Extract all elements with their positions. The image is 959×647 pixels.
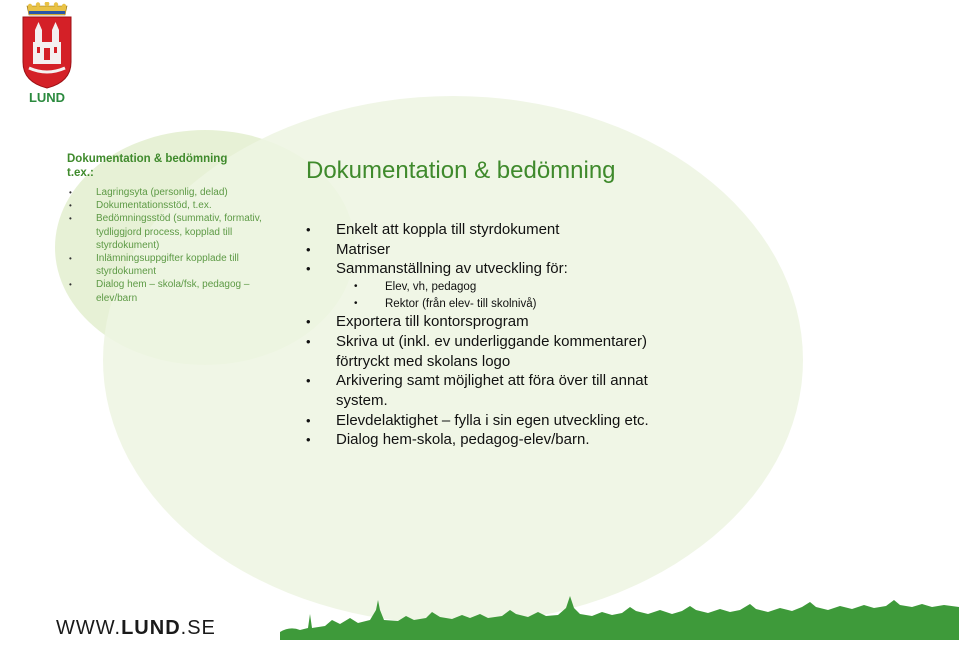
main-list-item: • Sammanställning av utveckling för: <box>306 259 696 279</box>
main-list-item: • Skriva ut (inkl. ev underliggande kommentarer) förtryckt med skolans logo <box>306 332 696 371</box>
main-sub-item: • Elev, vh, pedagog <box>306 279 696 296</box>
footer-url-prefix: WWW. <box>56 617 122 639</box>
main-sub-item: • Rektor (från elev- till skolnivå) <box>306 296 696 313</box>
main-list-item: • Elevdelaktighet – fylla i sin egen utveckling etc. <box>306 411 696 431</box>
small-box-list <box>67 186 279 305</box>
city-skyline-graphic <box>280 590 959 640</box>
lund-logo <box>18 2 76 106</box>
main-list-item: • Arkivering samt möjlighet att föra över till annat system. <box>306 371 696 410</box>
footer-url[interactable] <box>56 617 216 640</box>
main-bullet-list <box>306 220 696 450</box>
main-list-item: • Enkelt att koppla till styrdokument <box>306 220 696 240</box>
small-box-title: Dokumentation & bedömning t.ex.: <box>67 153 228 179</box>
main-list-item: • Exportera till kontorsprogram <box>306 312 696 332</box>
small-info-box <box>67 152 279 305</box>
small-list-item: • Dokumentationsstöd, t.ex. <box>67 199 279 212</box>
logo-text: LUND <box>28 90 66 105</box>
small-list-item: • Lagringsyta (personlig, delad) <box>67 186 279 199</box>
main-list-item: • Dialog hem-skola, pedagog-elev/barn. <box>306 430 696 450</box>
small-list-item: • Dialog hem – skola/fsk, pedagog – elev/barn <box>67 278 279 304</box>
small-list-item: • Inlämningsuppgifter kopplade till styrdokument <box>67 252 279 278</box>
footer-url-bold: LUND <box>121 617 181 639</box>
footer-url-suffix: .SE <box>180 617 216 639</box>
small-list-item: • Bedömningsstöd (summativ, formativ, tydliggjord process, kopplad till styrdokument) <box>67 212 279 252</box>
main-title: Dokumentation & bedömning <box>306 157 616 184</box>
main-list-item: • Matriser <box>306 240 696 260</box>
